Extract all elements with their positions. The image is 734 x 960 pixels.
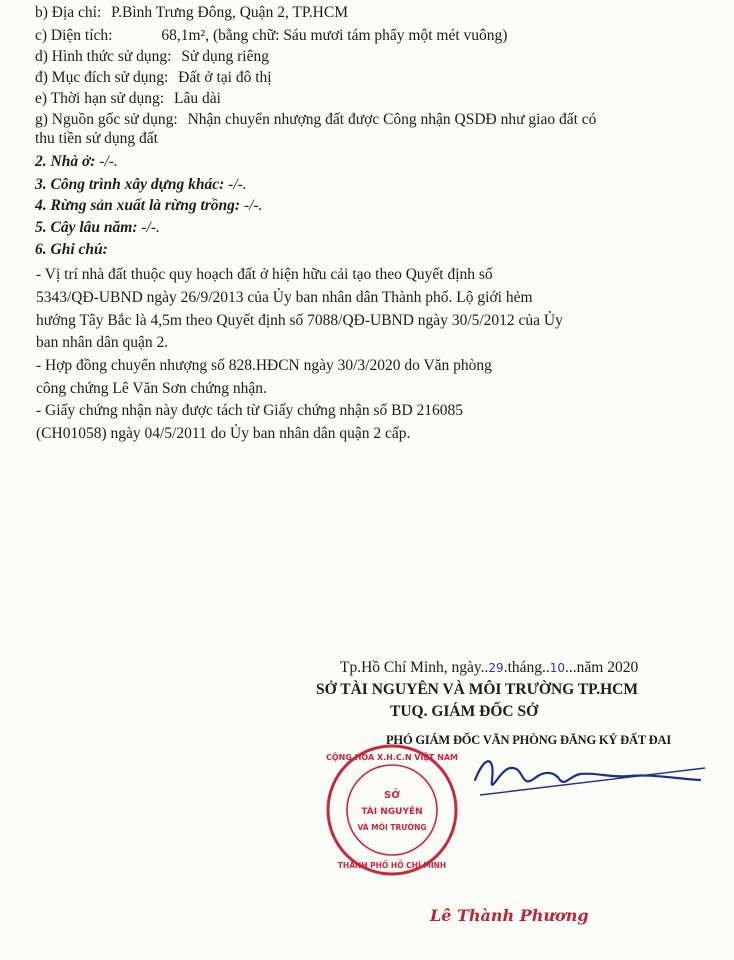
origin-continuation — [35, 130, 714, 148]
origin-value: Nhận chuyển nhượng đất được Công nhận QSDĐ như giao đất có — [187, 111, 597, 128]
date-prefix: Tp.Hồ Chí Minh, ngày — [340, 659, 481, 676]
section-planted-forest-value: -/-. — [243, 197, 263, 214]
section-house-label: 2. Nhà ở: — [35, 153, 96, 170]
handwritten-signature — [470, 750, 710, 810]
section-perennial-trees — [35, 219, 714, 237]
svg-text:VÀ MÔI TRƯỜNG: VÀ MÔI TRƯỜNG — [357, 823, 427, 832]
svg-text:TÀI NGUYÊN: TÀI NGUYÊN — [361, 807, 423, 817]
note-line: công chứng Lê Văn Sơn chứng nhận. — [36, 380, 267, 397]
note-line: - Vị trí nhà đất thuộc quy hoạch đất ở hiện hữu cải tạo theo Quyết định số — [36, 266, 493, 283]
issue-date: Tp.Hồ Chí Minh, ngày..29.tháng..10...năm 2020 — [340, 659, 639, 676]
origin-row — [35, 111, 714, 129]
signer-name: Lê Thành Phương — [430, 906, 589, 925]
issuing-authority: SỞ TÀI NGUYÊN VÀ MÔI TRƯỜNG TP.HCM — [316, 681, 638, 698]
area-row — [35, 27, 714, 45]
svg-text:SỞ: SỞ — [384, 790, 400, 801]
usage-term-value: Lâu dài — [173, 90, 221, 107]
note-line: hướng Tây Bắc là 4,5m theo Quyết định số 7088/QĐ-UBND ngày 30/5/2012 của Ủy — [36, 312, 563, 329]
date-day: 29 — [488, 661, 504, 675]
date-month: 10 — [549, 661, 566, 675]
usage-purpose-row — [35, 69, 714, 87]
area-label: c) Diện tích: — [35, 27, 113, 44]
note-line: - Hợp đồng chuyển nhượng số 828.HĐCN ngày 30/3/2020 do Văn phòng — [36, 357, 492, 374]
address-row — [35, 4, 714, 22]
date-month-prefix: tháng — [507, 659, 542, 676]
note-line: (CH01058) ngày 04/5/2011 do Ủy ban nhân dân quận 2 cấp. — [36, 425, 411, 442]
section-house — [35, 153, 714, 171]
usage-purpose-label: đ) Mục đích sử dụng: — [35, 69, 169, 86]
usage-term-label: e) Thời hạn sử dụng: — [35, 90, 165, 107]
svg-text:THÀNH PHỐ HỒ CHÍ MINH: THÀNH PHỐ HỒ CHÍ MINH — [337, 861, 447, 870]
section-house-value: -/-. — [99, 153, 118, 170]
section-notes-label: 6. Ghi chú: — [35, 241, 108, 258]
note-line: ban nhân dân quận 2. — [36, 334, 169, 351]
usage-term-row — [35, 90, 714, 108]
section-perennial-trees-value: -/-. — [141, 219, 160, 236]
address-label: b) Địa chỉ: — [35, 4, 102, 21]
section-planted-forest-label: 4. Rừng sản xuất là rừng trồng: — [35, 197, 241, 214]
section-notes — [35, 241, 714, 259]
address-value: P.Bình Trưng Đông, Quận 2, TP.HCM — [111, 4, 348, 21]
section-other-construction-value: -/-. — [228, 176, 247, 193]
section-other-construction-label: 3. Công trình xây dựng khác: — [35, 176, 225, 193]
section-planted-forest — [35, 197, 714, 215]
origin-label: g) Nguồn gốc sử dụng: — [35, 111, 178, 128]
note-line: 5343/QĐ-UBND ngày 26/9/2013 của Ủy ban nhân dân Thành phố. Lộ giới hẻm — [36, 289, 533, 306]
origin-value-continued: thu tiền sử dụng đất — [35, 130, 158, 147]
official-seal — [322, 740, 462, 880]
date-year: năm 2020 — [576, 659, 639, 676]
section-other-construction — [35, 176, 714, 194]
usage-purpose-value: Đất ở tại đô thị — [178, 69, 272, 86]
usage-form-value: Sử dụng riêng — [181, 48, 269, 65]
svg-text:CỘNG HÒA X.H.C.N VIỆT NAM: CỘNG HÒA X.H.C.N VIỆT NAM — [325, 753, 459, 762]
signer-title: PHÓ GIÁM ĐỐC VĂN PHÒNG ĐĂNG KÝ ĐẤT ĐAI — [386, 733, 671, 747]
section-perennial-trees-label: 5. Cây lâu năm: — [35, 219, 138, 236]
usage-form-row — [35, 48, 714, 66]
authorization-line: TUQ. GIÁM ĐỐC SỞ — [390, 703, 539, 720]
area-value: 68,1m², (bằng chữ: Sáu mươi tám phẩy một mét vuông) — [161, 27, 508, 44]
note-line: - Giấy chứng nhận này được tách từ Giấy chứng nhận số BD 216085 — [36, 402, 464, 419]
usage-form-label: d) Hình thức sử dụng: — [35, 48, 172, 65]
